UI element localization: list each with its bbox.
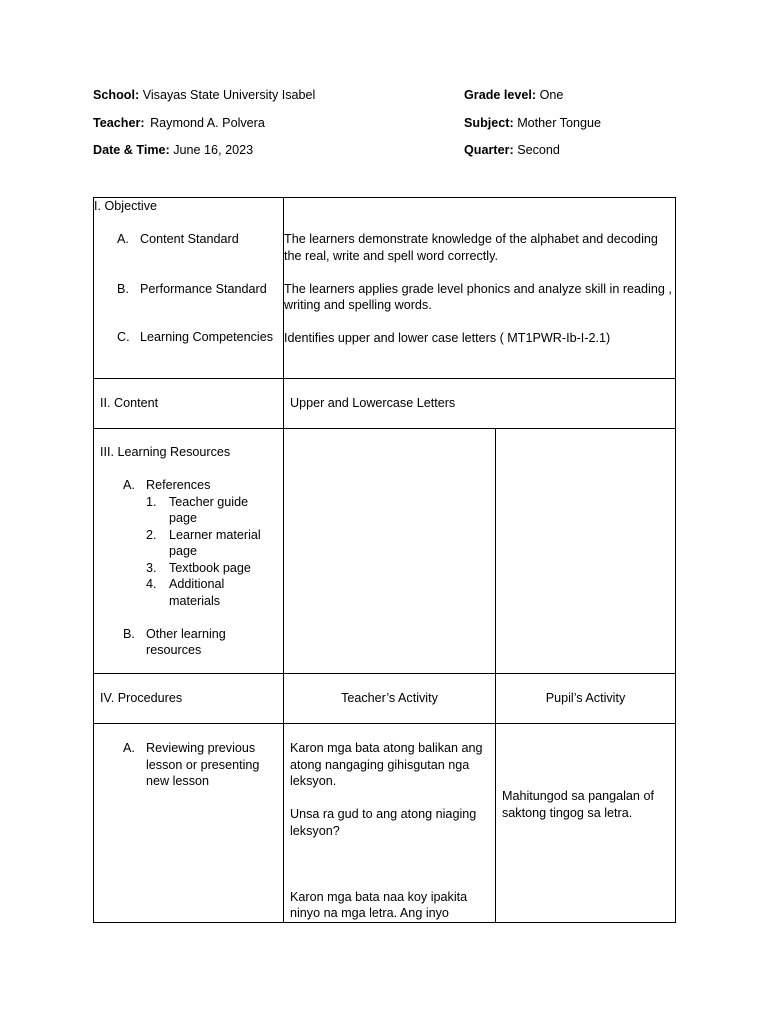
list-marker: B. [117, 281, 129, 296]
procedure-a-left-cell [94, 724, 284, 923]
content-right-cell [284, 379, 676, 429]
subject-value: Mother Tongue [517, 116, 601, 130]
procedures-heading: IV. Procedures [100, 691, 183, 706]
content-standard-label: Content Standard [140, 232, 239, 246]
references-sublist [146, 494, 277, 610]
procedure-a-row [94, 724, 676, 923]
performance-standard-label: Performance Standard [140, 281, 267, 296]
procedure-item-a [100, 740, 277, 790]
pupil-activity-label: Pupil’s Activity [545, 691, 626, 706]
resources-row [94, 429, 676, 674]
resources-left-cell [94, 429, 284, 674]
references-label: References [146, 478, 211, 492]
lesson-plan-table [93, 197, 676, 923]
grade-label: Grade level: [464, 88, 537, 102]
content-value: Upper and Lowercase Letters [290, 396, 456, 411]
content-heading: II. Content [100, 396, 159, 411]
objective-row [94, 198, 676, 379]
pupil-activity-header [496, 674, 676, 724]
other-resources-label: Other learning resources [146, 626, 226, 657]
reference-item [146, 494, 277, 527]
list-marker: 4. [146, 577, 157, 591]
quarter-value: Second [517, 143, 560, 157]
procedure-list [100, 740, 277, 790]
list-marker: A. [117, 232, 129, 246]
reviewing-lesson-label: Reviewing previous lesson or presenting new lesson [146, 741, 260, 788]
school-label: School: [93, 88, 140, 102]
list-marker: A. [123, 478, 135, 492]
school-value: Visayas State University Isabel [142, 88, 316, 102]
pupil-paragraph: Mahitungod sa pangalan of saktong tingog sa letra. [502, 789, 654, 820]
list-marker: 3. [146, 560, 157, 575]
objective-left-cell [94, 198, 284, 379]
quarter-line [464, 142, 560, 159]
list-marker: C. [117, 330, 130, 344]
content-standard-text: The learners demonstrate knowledge of the alphabet and decoding the real, write and spell word correctly. [284, 232, 658, 263]
teacher-activity-label: Teacher’s Activity [341, 691, 438, 706]
list-marker: 2. [146, 527, 157, 542]
objective-right-cell [284, 198, 676, 379]
procedure-a-teacher-cell [284, 724, 496, 923]
resources-teacher-cell [284, 429, 496, 674]
quarter-label: Quarter: [464, 143, 514, 157]
subject-line [464, 115, 601, 132]
objective-item-c [94, 329, 283, 346]
reference-label: Teacher guide page [169, 494, 249, 525]
performance-standard-text: The learners applies grade level phonics and analyze skill in reading , writing and spelling words. [284, 281, 672, 312]
grade-line [464, 87, 563, 104]
procedures-left-cell [94, 674, 284, 724]
learning-competencies-text: Identifies upper and lower case letters ( MT1PWR-Ib-I-2.1) [284, 331, 611, 345]
resources-item-a [100, 477, 277, 609]
reference-label: Learner material page [169, 527, 261, 558]
content-left-cell [94, 379, 284, 429]
teacher-value: Raymond A. Polvera [150, 116, 265, 130]
teacher-label: Teacher: [93, 116, 145, 130]
reference-label: Textbook page [169, 560, 251, 575]
objective-heading: I. Objective [94, 199, 157, 213]
teacher-paragraph: Karon mga bata naa koy ipakita ninyo na mga letra. Ang inyo [290, 889, 468, 920]
teacher-activity-header [284, 674, 496, 724]
resources-list [100, 477, 277, 659]
list-marker: B. [123, 626, 135, 641]
procedures-row [94, 674, 676, 724]
list-marker: 1. [146, 494, 157, 509]
school-line [93, 87, 315, 104]
list-marker: A. [123, 741, 135, 755]
subject-label: Subject: [464, 116, 514, 130]
reference-label: Additional materials [169, 577, 225, 608]
resources-item-b [100, 626, 277, 659]
reference-item [146, 527, 277, 560]
reference-item [146, 576, 277, 609]
resources-heading: III. Learning Resources [100, 445, 231, 459]
datetime-value: June 16, 2023 [173, 143, 254, 157]
datetime-label: Date & Time: [93, 143, 170, 157]
procedure-a-pupil-cell [496, 724, 676, 923]
datetime-line [93, 142, 253, 159]
reference-item [146, 560, 277, 577]
objective-list [94, 231, 283, 346]
objective-item-b [94, 281, 283, 298]
teacher-paragraph: Unsa ra gud to ang atong niaging leksyon? [290, 807, 477, 838]
teacher-paragraph: Karon mga bata atong balikan ang atong nangaging gihisgutan nga leksyon. [290, 741, 483, 788]
learning-competencies-label: Learning Competencies [140, 330, 274, 344]
teacher-line [93, 115, 265, 132]
grade-value: One [539, 88, 564, 102]
content-row [94, 379, 676, 429]
objective-item-a [94, 231, 283, 248]
resources-pupil-cell [496, 429, 676, 674]
